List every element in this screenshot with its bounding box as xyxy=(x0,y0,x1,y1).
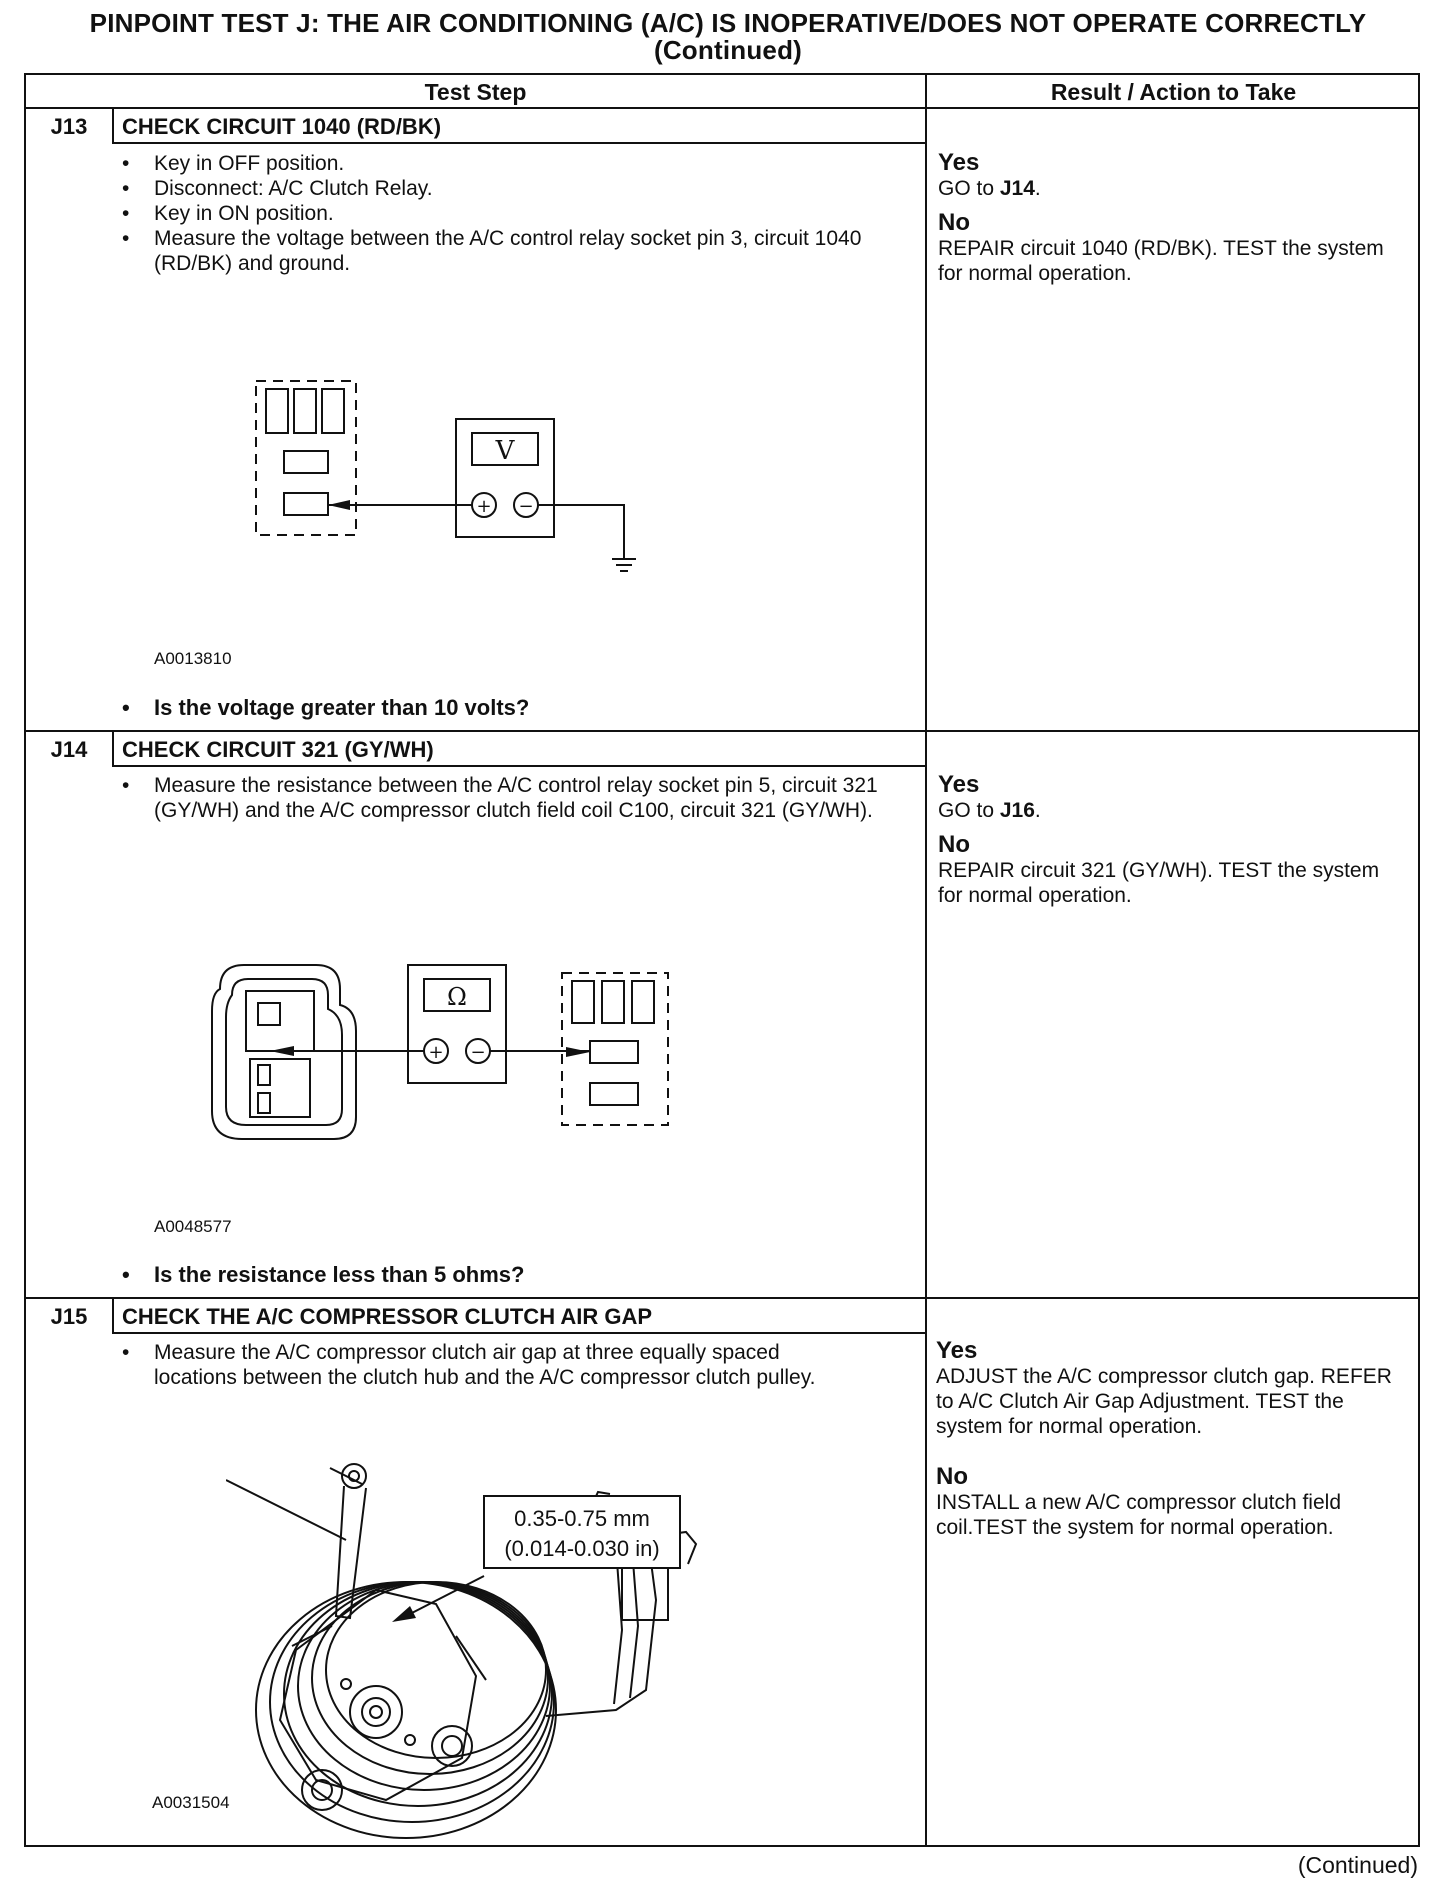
step-j14-no-label: No xyxy=(938,831,970,858)
footer-continued: (Continued) xyxy=(1297,1852,1418,1878)
clutch-hub xyxy=(280,1590,486,1810)
step-j14-no-text: REPAIR circuit 321 (GY/WH). TEST the system for normal operation. xyxy=(938,859,1380,907)
meter-minus: − xyxy=(470,1042,486,1063)
step-j13-bottom-rule xyxy=(26,730,1420,732)
step-j15-id: J15 xyxy=(50,1304,88,1329)
meter-minus: − xyxy=(518,496,534,517)
probe-tip xyxy=(566,1047,590,1057)
step-j13-yes-end: . xyxy=(1034,177,1041,200)
step-j14-yes-end: . xyxy=(1034,799,1041,822)
step-j14-question: • Is the resistance less than 5 ohms? xyxy=(118,1262,524,1288)
title-line-2: (Continued) xyxy=(653,35,803,65)
step-j13-id-divider xyxy=(112,107,114,142)
step-j13-no-label: No xyxy=(938,209,970,236)
step-j15-instructions xyxy=(118,1340,838,1390)
step-j13-bullet: • Key in OFF position. xyxy=(118,151,908,176)
step-j14-figure-id: A0048577 xyxy=(154,1217,232,1236)
header-rule xyxy=(26,107,1420,109)
step-j13-instructions xyxy=(118,151,908,276)
ground-icon xyxy=(612,559,636,571)
compressor-clutch-diagram xyxy=(226,1440,786,1850)
meter-symbol: Ω xyxy=(447,983,467,1011)
step-j14-instructions xyxy=(118,773,908,823)
step-j13-bullet: • Disconnect: A/C Clutch Relay. xyxy=(118,176,908,201)
step-j14-yes-text: GO to xyxy=(938,799,995,822)
step-j14-bullet: • Measure the resistance between the A/C control relay socket pin 5, circuit 321 (GY/WH) and the A/C compressor clutch field coil C100, circuit 321 (GY/WH). xyxy=(118,773,908,823)
step-j15-figure-id: A0031504 xyxy=(152,1793,230,1812)
step-j14-bottom-rule xyxy=(26,1297,1420,1299)
step-j14-title: CHECK CIRCUIT 321 (GY/WH) xyxy=(122,737,434,762)
step-j13-yes-text: GO to xyxy=(938,177,995,200)
step-j13-result xyxy=(938,149,1408,286)
spec-arrowhead xyxy=(392,1606,416,1622)
probe-tip xyxy=(328,500,350,510)
relay-socket-outline xyxy=(562,973,668,1125)
gap-spec-in: (0.014-0.030 in) xyxy=(504,1536,660,1561)
step-j15-title-rule xyxy=(112,1332,925,1334)
probe-tip xyxy=(270,1046,294,1056)
header-test-step: Test Step xyxy=(424,79,527,105)
step-j13-title: CHECK CIRCUIT 1040 (RD/BK) xyxy=(122,114,442,139)
relay-socket-outline xyxy=(256,381,356,535)
header-result: Result / Action to Take xyxy=(1050,79,1297,105)
clutch-pulley xyxy=(256,1582,556,1838)
step-j14-yes-label: Yes xyxy=(938,771,980,798)
step-j15-yes-label: Yes xyxy=(936,1337,978,1364)
step-j15-no-label: No xyxy=(936,1463,968,1490)
page-title xyxy=(0,10,1456,64)
step-j13-title-rule xyxy=(112,142,925,144)
voltmeter-diagram xyxy=(246,375,686,605)
step-j13-question: • Is the voltage greater than 10 volts? xyxy=(118,695,529,721)
step-j13-id: J13 xyxy=(50,114,88,139)
meter-plus: + xyxy=(428,1042,444,1063)
step-j15-no-text: INSTALL a new A/C compressor clutch field coil.TEST the system for normal operation. xyxy=(936,1491,1341,1539)
step-j13-no-text: REPAIR circuit 1040 (RD/BK). TEST the system for normal operation. xyxy=(938,237,1384,285)
step-j15-id-divider xyxy=(112,1297,114,1332)
feeler-gauge xyxy=(226,1464,366,1618)
step-j15-yes-text: ADJUST the A/C compressor clutch gap. REFER to A/C Clutch Air Gap Adjustment. TEST the system for normal operation. xyxy=(936,1365,1392,1438)
title-line-1: PINPOINT TEST J: THE AIR CONDITIONING (A/C) IS INOPERATIVE/DOES NOT OPERATE CORRECTLY xyxy=(89,8,1367,38)
step-j15-result xyxy=(936,1337,1414,1540)
step-j14-title-rule xyxy=(112,765,925,767)
step-j14-id-divider xyxy=(112,730,114,765)
column-divider xyxy=(925,75,927,1847)
gap-spec-mm: 0.35-0.75 mm xyxy=(514,1506,650,1531)
step-j14-id: J14 xyxy=(50,737,88,762)
step-j14-yes-ref: J16 xyxy=(999,799,1035,822)
ohmmeter-diagram xyxy=(206,955,726,1155)
step-j14-result xyxy=(938,771,1408,908)
step-j13-figure-id: A0013810 xyxy=(154,649,232,668)
meter-plus: + xyxy=(476,496,492,517)
step-j15-bullet: • Measure the A/C compressor clutch air gap at three equally spaced locations between the clutch hub and the A/C compressor clutch pulley. xyxy=(118,1340,838,1390)
step-j13-yes-label: Yes xyxy=(938,149,980,176)
meter-symbol: V xyxy=(495,436,515,466)
step-j13-bullet: • Key in ON position. xyxy=(118,201,908,226)
step-j15-title: CHECK THE A/C COMPRESSOR CLUTCH AIR GAP xyxy=(122,1304,653,1329)
step-j13-yes-ref: J14 xyxy=(999,177,1035,200)
step-j13-bullet: • Measure the voltage between the A/C control relay socket pin 3, circuit 1040 (RD/BK) and ground. xyxy=(118,226,908,276)
test-table xyxy=(24,73,1420,1847)
